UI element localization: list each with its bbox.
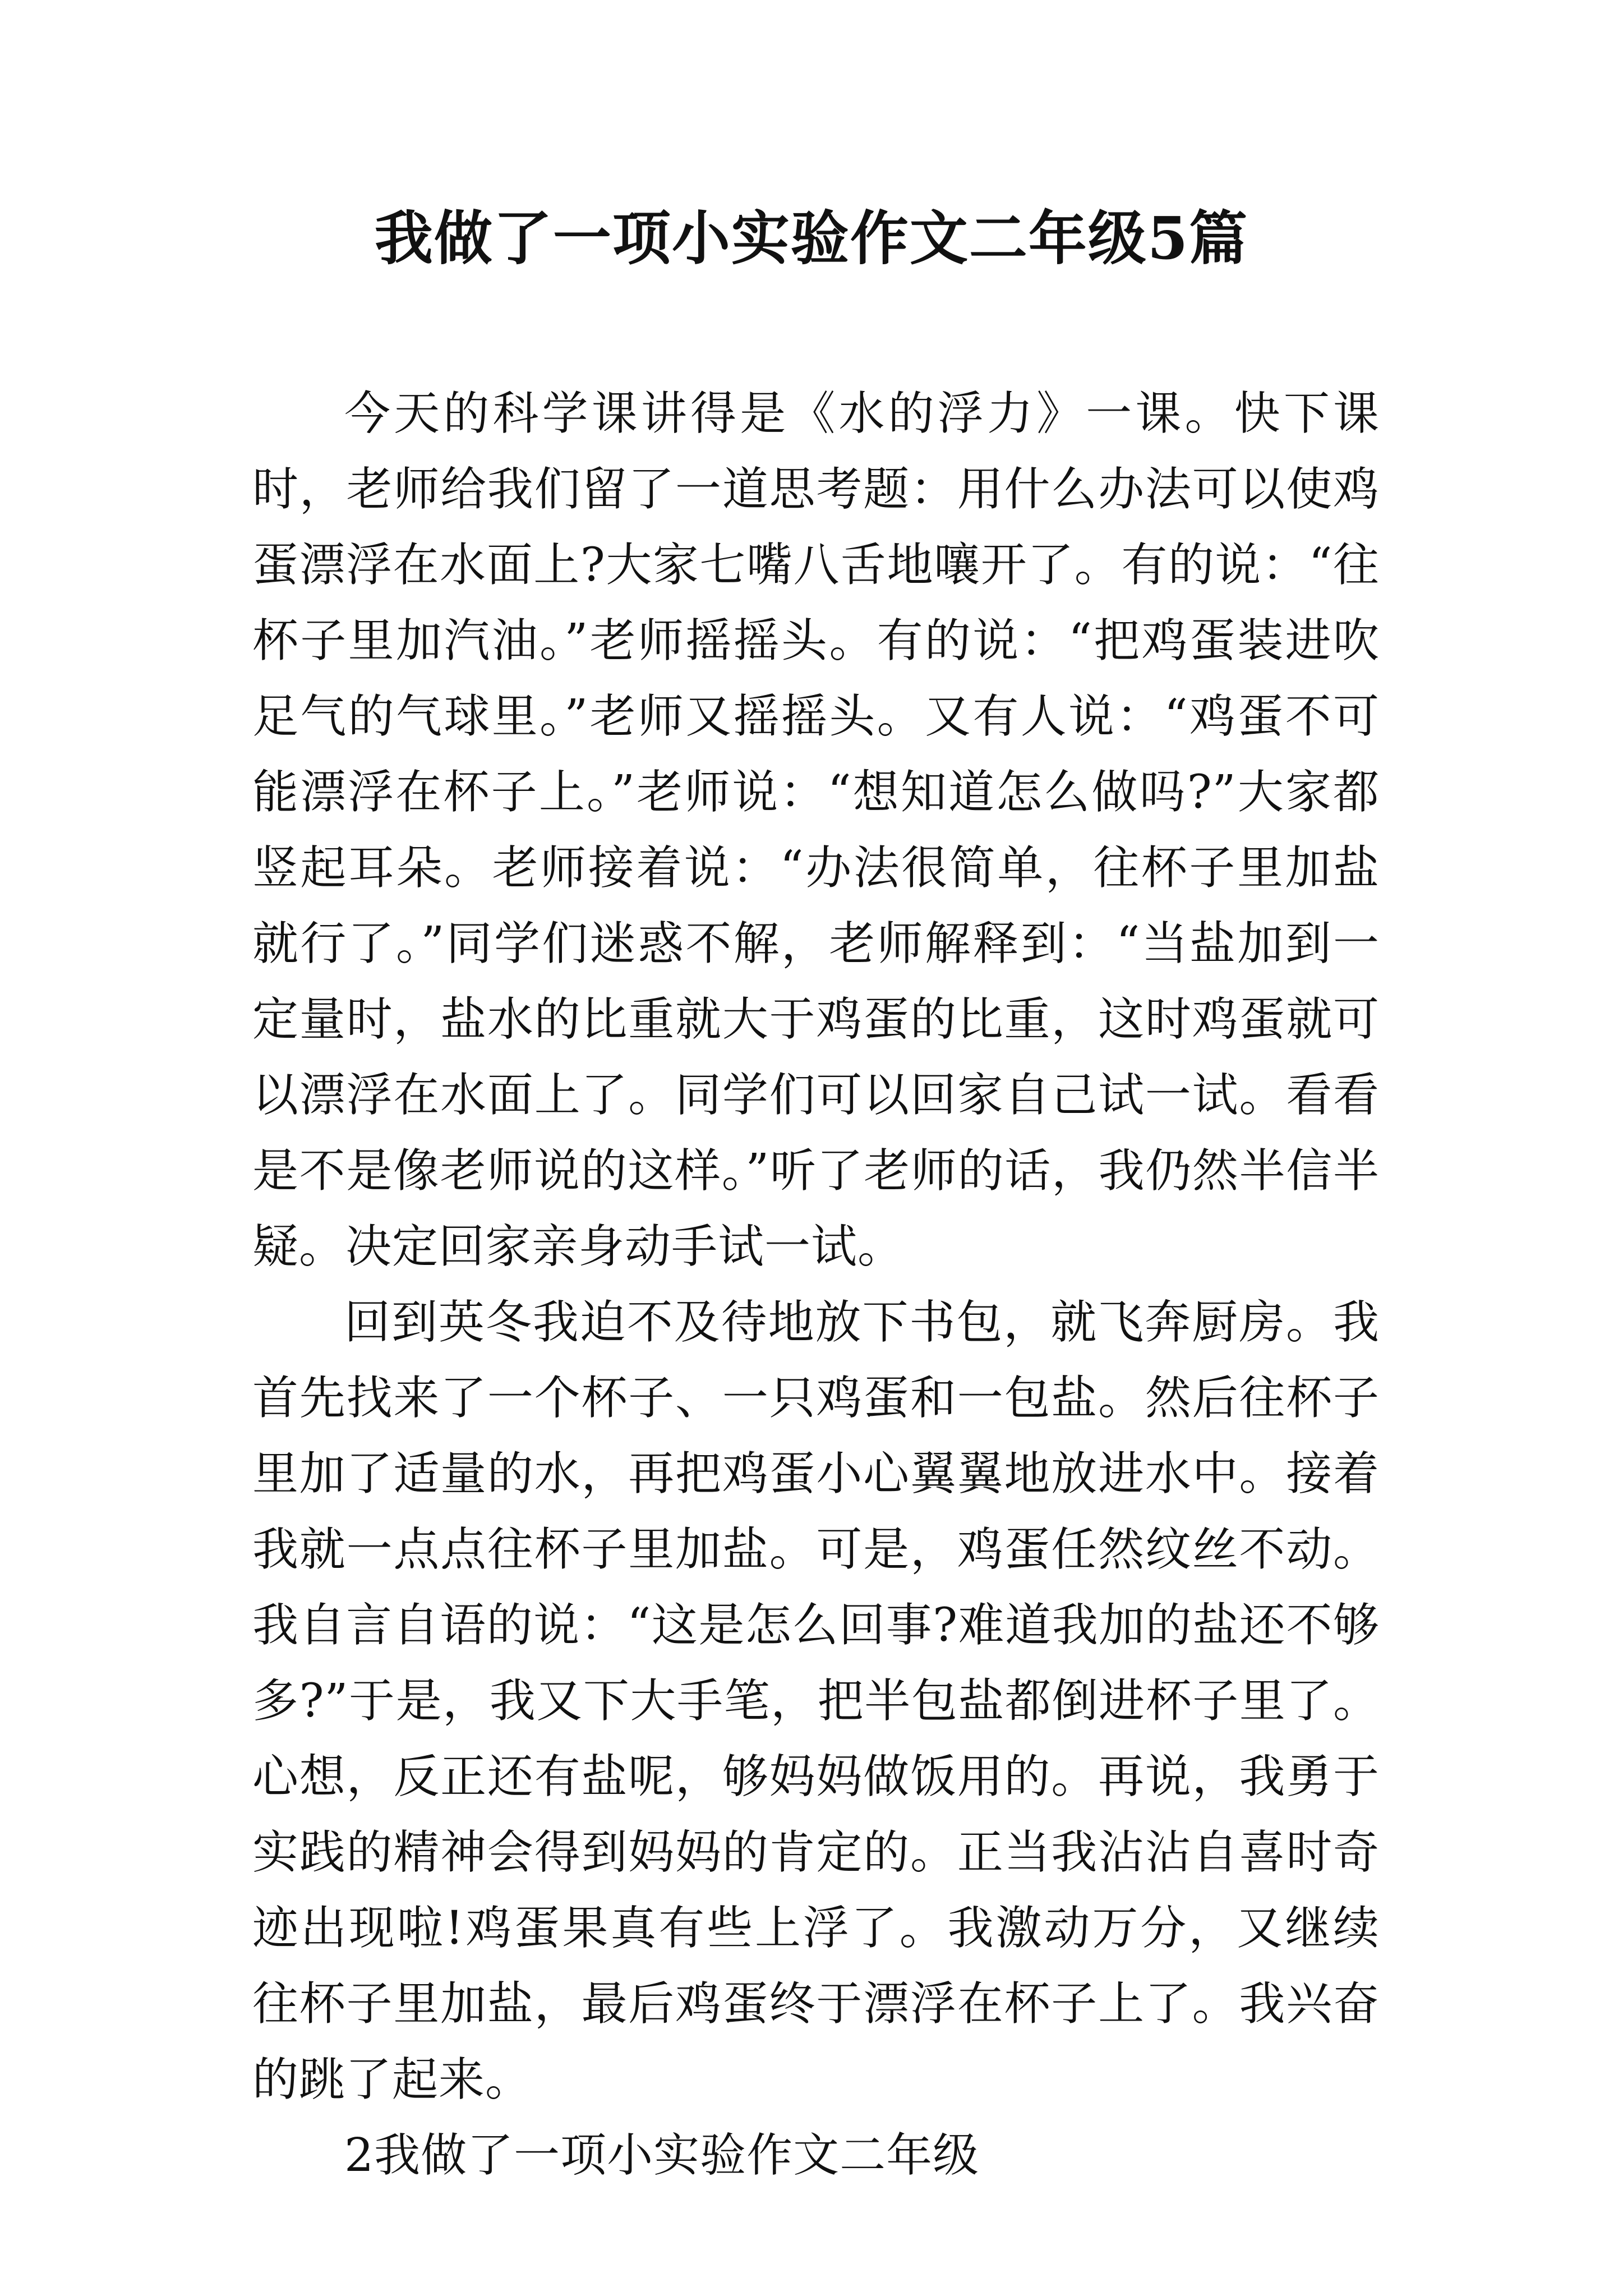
document-body bbox=[252, 376, 1380, 2193]
paragraph-3-heading: 2我做了一项小实验作文二年级 bbox=[344, 2129, 980, 2182]
paragraph-2: 回到英冬我迫不及待地放下书包，就飞奔厨房。我首先找来了一个杯子、一只鸡蛋和一包盐。然后往杯子里加了适量的水，再把鸡蛋小心翼翼地放进水中。接着我就一点点往杯子里加盐。可是，鸡蛋任然纹丝不动。我自言自语的说：“这是怎么回事?难道我加的盐还不够多?”于是，我又下大手笔，把半包盐都倒进杯子里了。心想，反正还有盐呢，够妈妈做饭用的。再说，我勇于实践的精神会得到妈妈的肯定的。正当我沾沾自喜时奇迹出现啦!鸡蛋果真有些上浮了。我激动万分，又继续往杯子里加盐，最后鸡蛋终于漂浮在杯子上了。我兴奋的跳了起来。 bbox=[252, 1296, 1380, 2106]
paragraph-1: 今天的科学课讲得是《水的浮力》一课。快下课时，老师给我们留了一道思考题：用什么办法可以使鸡蛋漂浮在水面上?大家七嘴八舌地嚷开了。有的说：“往杯子里加汽油。”老师摇摇头。有的说：“把鸡蛋装进吹足气的气球里。”老师又摇摇头。又有人说：“鸡蛋不可能漂浮在杯子上。”老师说：“想知道怎么做吗?”大家都竖起耳朵。老师接着说：“办法很简单，往杯子里加盐就行了。”同学们迷惑不解，老师解释到：“当盐加到一定量时，盐水的比重就大于鸡蛋的比重，这时鸡蛋就可以漂浮在水面上了。同学们可以回家自己试一试。看看是不是像老师说的这样。”听了老师的话，我仍然半信半疑。决定回家亲身动手试一试。 bbox=[252, 387, 1380, 1273]
document-title: 我做了一项小实验作文二年级5篇 bbox=[374, 204, 1249, 273]
